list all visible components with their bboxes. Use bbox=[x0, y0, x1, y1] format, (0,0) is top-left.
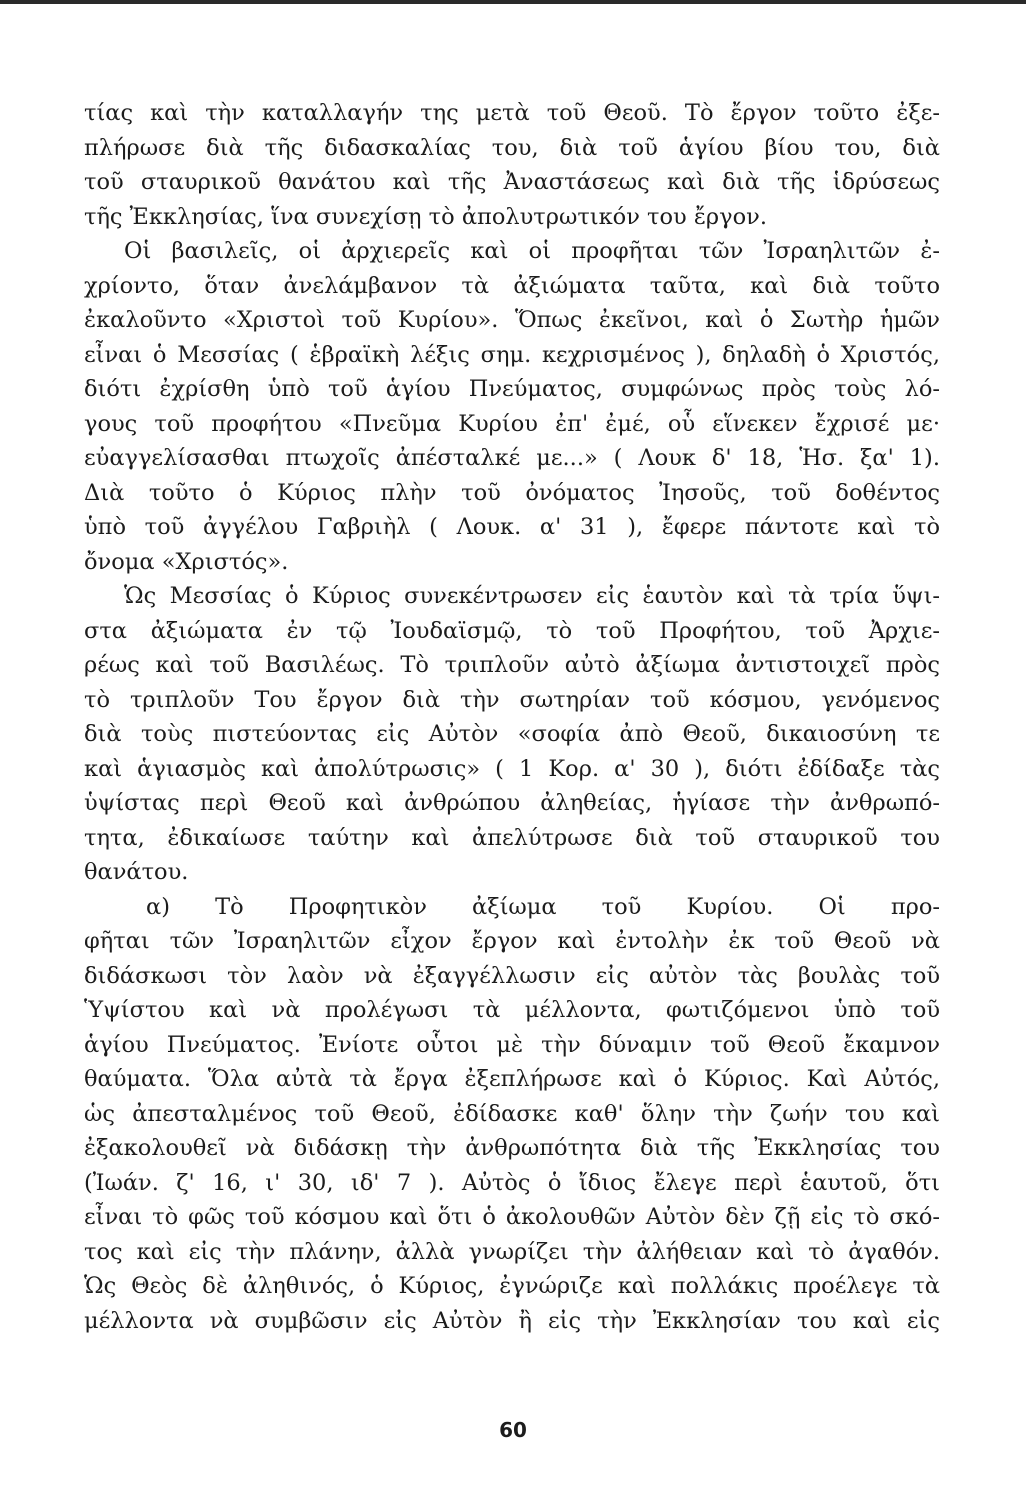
scan-top-edge bbox=[0, 0, 1026, 4]
text-line: ὡς ἀπεσταλμένος τοῦ Θεοῦ, ἐδίδασκε καθ' ὅλην τὴν ζωήν του καὶ bbox=[84, 1100, 940, 1127]
page-number: 60 bbox=[499, 1418, 527, 1442]
text-line: ὑπὸ τοῦ ἀγγέλου Γαβριὴλ ( Λουκ. α' 31 ), ἔφερε πάντοτε καὶ τὸ bbox=[84, 514, 940, 540]
text-line: γους τοῦ προφήτου «Πνεῦμα Κυρίου ἐπ' ἐμέ, οὗ εἵνεκεν ἔχρισέ με· bbox=[84, 410, 940, 437]
text-line: Ὑψίστου καὶ νὰ προλέγωσι τὰ μέλλοντα, φωτιζόμενοι ὑπὸ τοῦ bbox=[84, 997, 940, 1023]
page-body bbox=[84, 96, 940, 1338]
text-line: πλήρωσε διὰ τῆς διδασκαλίας του, διὰ τοῦ ἁγίου βίου του, διὰ bbox=[84, 134, 940, 161]
text-line: χρίοντο, ὅταν ἀνελάμβανον τὰ ἀξιώματα ταῦτα, καὶ διὰ τοῦτο bbox=[84, 272, 940, 299]
text-line: στα ἀξιώματα ἐν τῷ Ἰουδαϊσμῷ, τὸ τοῦ Προφήτου, τοῦ Ἀρχιε- bbox=[84, 617, 940, 644]
text-line: τητα, ἐδικαίωσε ταύτην καὶ ἀπελύτρωσε διὰ τοῦ σταυρικοῦ του bbox=[84, 824, 940, 851]
text-line: διότι ἐχρίσθη ὑπὸ τοῦ ἁγίου Πνεύματος, συμφώνως πρὸς τοὺς λό- bbox=[84, 376, 940, 402]
text-line: τοῦ σταυρικοῦ θανάτου καὶ τῆς Ἀναστάσεως καὶ διὰ τῆς ἱδρύσεως bbox=[84, 169, 940, 195]
text-line: ρέως καὶ τοῦ Βασιλέως. Τὸ τριπλοῦν αὐτὸ ἀξίωμα ἀντιστοιχεῖ πρὸς bbox=[84, 652, 940, 678]
text-line: Διὰ τοῦτο ὁ Κύριος πλὴν τοῦ ὀνόματος Ἰησοῦς, τοῦ δοθέντος bbox=[84, 479, 940, 506]
text-line: θανάτου. bbox=[84, 859, 189, 885]
text-line: (Ἰωάν. ζ' 16, ι' 30, ιδ' 7 ). Αὐτὸς ὁ ἴδιος ἔλεγε περὶ ἑαυτοῦ, ὅτι bbox=[84, 1169, 940, 1196]
paragraph-start-line: Οἱ βασιλεῖς, οἱ ἀρχιερεῖς καὶ οἱ προφῆται τῶν Ἰσραηλιτῶν ἐ- bbox=[124, 238, 940, 264]
text-line: φῆται τῶν Ἰσραηλιτῶν εἶχον ἔργον καὶ ἐντολὴν ἐκ τοῦ Θεοῦ νὰ bbox=[84, 928, 940, 954]
text-line: εἶναι τὸ φῶς τοῦ κόσμου καὶ ὅτι ὁ ἀκολουθῶν Αὐτὸν δὲν ζῇ εἰς τὸ σκό- bbox=[84, 1204, 940, 1230]
text-line: ὄνομα «Χριστός». bbox=[84, 548, 289, 575]
section-heading-line: α) Τὸ Προφητικὸν ἀξίωμα τοῦ Κυρίου. Οἱ προ- bbox=[146, 893, 940, 920]
text-line: μέλλοντα νὰ συμβῶσιν εἰς Αὐτὸν ἢ εἰς τὴν Ἐκκλησίαν του καὶ εἰς bbox=[84, 1307, 940, 1334]
text-line: ἐξακολουθεῖ νὰ διδάσκῃ τὴν ἀνθρωπότητα διὰ τῆς Ἐκκλησίας του bbox=[84, 1135, 940, 1161]
text-line: διδάσκωσι τὸν λαὸν νὰ ἐξαγγέλλωσιν εἰς αὐτὸν τὰς βουλὰς τοῦ bbox=[84, 962, 940, 989]
text-line: εἶναι ὁ Μεσσίας ( ἑβραϊκὴ λέξις σημ. κεχρισμένος ), δηλαδὴ ὁ Χριστός, bbox=[84, 341, 940, 368]
text-line: τῆς Ἐκκλησίας, ἵνα συνεχίσῃ τὸ ἀπολυτρωτικόν του ἔργον. bbox=[84, 203, 767, 230]
text-line: διὰ τοὺς πιστεύοντας εἰς Αὐτὸν «σοφία ἀπὸ Θεοῦ, δικαιοσύνη τε bbox=[84, 721, 940, 747]
text-line: τος καὶ εἰς τὴν πλάνην, ἀλλὰ γνωρίζει τὴν ἀλήθειαν καὶ τὸ ἀγαθόν. bbox=[84, 1238, 940, 1265]
text-line: ἐκαλοῦντο «Χριστοὶ τοῦ Κυρίου». Ὅπως ἐκεῖνοι, καὶ ὁ Σωτὴρ ἡμῶν bbox=[84, 307, 940, 333]
text-line: Ὡς Θεὸς δὲ ἀληθινός, ὁ Κύριος, ἐγνώριζε καὶ πολλάκις προέλεγε τὰ bbox=[84, 1273, 940, 1299]
text-line: καὶ ἁγιασμὸς καὶ ἀπολύτρωσις» ( 1 Κορ. α' 30 ), διότι ἐδίδαξε τὰς bbox=[84, 755, 940, 782]
text-line: τίας καὶ τὴν καταλλαγήν της μετὰ τοῦ Θεοῦ. Τὸ ἔργον τοῦτο ἐξε- bbox=[84, 100, 940, 126]
paragraph-start-line: Ὡς Μεσσίας ὁ Κύριος συνεκέντρωσεν εἰς ἑαυτὸν καὶ τὰ τρία ὕψι- bbox=[124, 583, 940, 609]
text-line: θαύματα. Ὅλα αὐτὰ τὰ ἔργα ἐξεπλήρωσε καὶ ὁ Κύριος. Καὶ Αὐτός, bbox=[84, 1066, 940, 1092]
text-line: ἁγίου Πνεύματος. Ἐνίοτε οὗτοι μὲ τὴν δύναμιν τοῦ Θεοῦ ἔκαμνον bbox=[84, 1031, 940, 1058]
text-line: εὐαγγελίσασθαι πτωχοῖς ἀπέσταλκέ με...» ( Λουκ δ' 18, Ἡσ. ξα' 1). bbox=[84, 445, 940, 471]
text-line: τὸ τριπλοῦν Του ἔργον διὰ τὴν σωτηρίαν τοῦ κόσμου, γενόμενος bbox=[84, 686, 940, 713]
text-line: ὑψίστας περὶ Θεοῦ καὶ ἀνθρώπου ἀληθείας, ἡγίασε τὴν ἀνθρωπό- bbox=[84, 790, 940, 816]
